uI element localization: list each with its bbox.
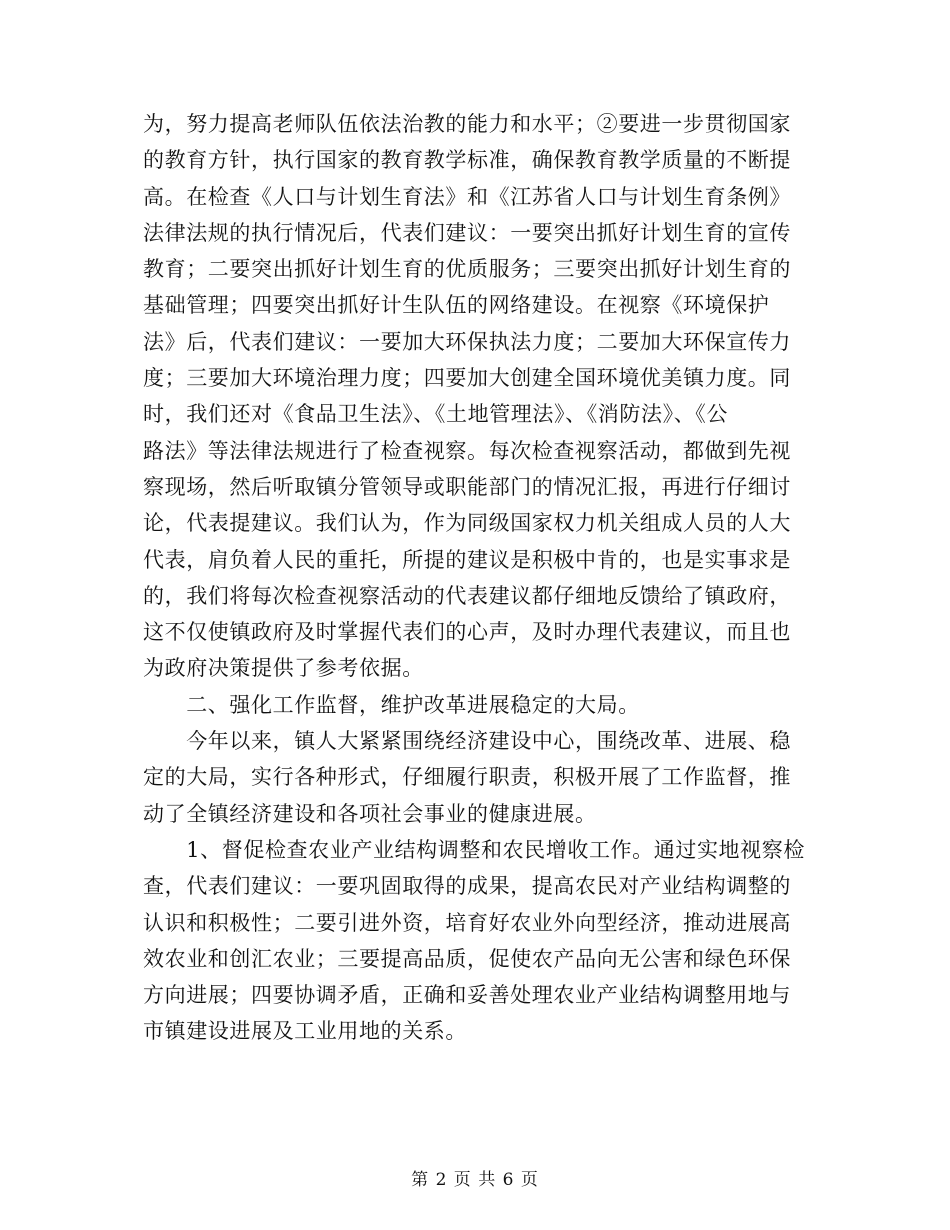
text-line: 教育；二要突出抓好计划生育的优质服务；三要突出抓好计划生育的 <box>143 257 791 282</box>
text-line: 路法》等法律法规进行了检查视察。每次检查视察活动，都做到先视 <box>143 438 791 463</box>
text-line: 市镇建设进展及工业用地的关系。 <box>143 1019 467 1044</box>
text-line: 的，我们将每次检查视察活动的代表建议都仔细地反馈给了镇政府， <box>143 583 791 608</box>
text-line: 定的大局，实行各种形式，仔细履行职责，积极开展了工作监督，推 <box>143 765 791 790</box>
text-line: 认识和积极性；二要引进外资，培育好农业外向型经济，推动进展高 <box>143 910 791 935</box>
text-line: 查，代表们建议：一要巩固取得的成果，提高农民对产业结构调整的 <box>143 874 791 899</box>
page-number-footer: 第 2 页 共 6 页 <box>411 1170 539 1190</box>
text-line: 为，努力提高老师队伍依法治教的能力和水平；②要进一步贯彻国家 <box>143 112 791 136</box>
text-line: 为政府决策提供了参考依据。 <box>143 656 424 681</box>
text-line: 时，我们还对《食品卫生法》、《土地管理法》、《消防法》、《公 <box>143 402 728 427</box>
text-line: 效农业和创汇农业；三要提高品质，促使农产品向无公害和绿色环保 <box>143 946 791 971</box>
text-line: 度；三要加大环境治理力度；四要加大创建全国环境优美镇力度。同 <box>143 366 791 391</box>
document-body <box>143 106 815 1050</box>
text-line: 察现场，然后听取镇分管领导或职能部门的情况汇报，再进行仔细讨 <box>143 474 791 499</box>
text-line: 这不仅使镇政府及时掌握代表们的心声，及时办理代表建议，而且也 <box>143 620 791 645</box>
text-line: 动了全镇经济建设和各项社会事业的健康进展。 <box>143 801 597 826</box>
text-line: 今年以来，镇人大紧紧围绕经济建设中心，围绕改革、进展、稳 <box>143 729 791 754</box>
text-line: 高。在检查《人口与计划生育法》和《江苏省人口与计划生育条例》 <box>143 184 791 209</box>
text-line: 法律法规的执行情况后，代表们建议：一要突出抓好计划生育的宣传 <box>143 220 791 245</box>
text-line: 代表，肩负着人民的重托，所提的建议是积极中肯的，也是实事求是 <box>143 547 791 572</box>
text-line: 基础管理；四要突出抓好计生队伍的网络建设。在视察《环境保护 <box>143 293 770 318</box>
text-line: 方向进展；四要协调矛盾，正确和妥善处理农业产业结构调整用地与 <box>143 983 791 1008</box>
text-line: 法》后，代表们建议：一要加大环保执法力度；二要加大环保宣传力 <box>143 329 791 354</box>
text-line: 1、督促检查农业产业结构调整和农民增收工作。通过实地视察检 <box>143 837 805 862</box>
section-heading: 二、强化工作监督，维护改革进展稳定的大局。 <box>143 692 640 717</box>
text-line: 论，代表提建议。我们认为，作为同级国家权力机关组成人员的人大 <box>143 511 791 536</box>
text-line: 的教育方针，执行国家的教育教学标准，确保教育教学质量的不断提 <box>143 148 791 173</box>
